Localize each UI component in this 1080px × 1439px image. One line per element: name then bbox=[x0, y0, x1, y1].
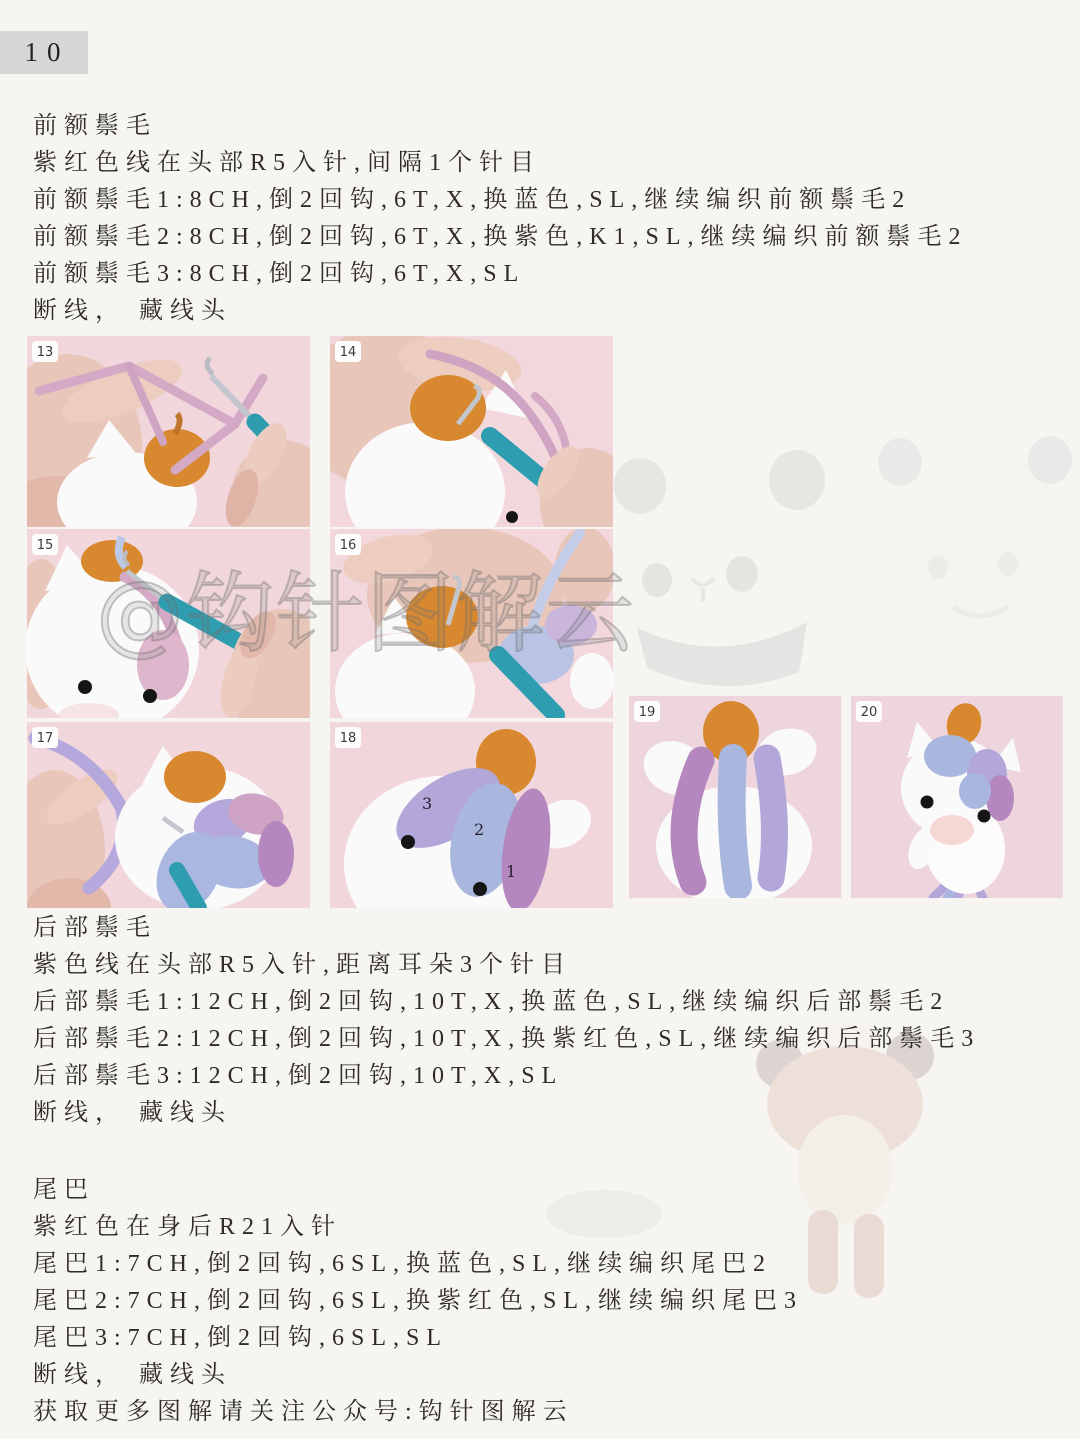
instruction-line: 后部鬃毛2:12CH,倒2回钩,10T,X,换紫红色,SL,继续编织后部鬃毛3 bbox=[33, 1026, 981, 1052]
photo-step-number: 20 bbox=[856, 701, 882, 722]
photo-step-19 bbox=[629, 696, 841, 898]
photo-step-16 bbox=[330, 529, 613, 718]
instruction-line: 紫色线在头部R5入针,距离耳朵3个针目 bbox=[33, 952, 573, 978]
instruction-line: 断线， 藏线头 bbox=[33, 1100, 232, 1126]
photo-step-20 bbox=[851, 696, 1063, 898]
footer-note: 获取更多图解请关注公众号:钩针图解云 bbox=[33, 1399, 574, 1425]
instruction-line: 前额鬃毛2:8CH,倒2回钩,6T,X,换紫色,K1,SL,继续编织前额鬃毛2 bbox=[33, 224, 968, 250]
instruction-line: 断线， 藏线头 bbox=[33, 1362, 232, 1388]
photo-step-number: 19 bbox=[634, 701, 660, 722]
ghost-alpaca-image bbox=[878, 422, 1080, 694]
photo-step-13 bbox=[27, 336, 310, 527]
photo-step-17 bbox=[27, 722, 310, 908]
instruction-line: 后部鬃毛1:12CH,倒2回钩,10T,X,换蓝色,SL,继续编织后部鬃毛2 bbox=[33, 989, 950, 1015]
instruction-line: 紫红色线在头部R5入针,间隔1个针目 bbox=[33, 150, 542, 176]
section-heading: 前额鬃毛 bbox=[33, 113, 157, 139]
photo-step-number: 14 bbox=[335, 341, 361, 362]
instruction-line: 尾巴2:7CH,倒2回钩,6SL,换紫红色,SL,继续编织尾巴3 bbox=[33, 1288, 804, 1314]
photo-step-18 bbox=[330, 722, 613, 908]
photo-step-number: 16 bbox=[335, 534, 361, 555]
photo-step-number: 13 bbox=[32, 341, 58, 362]
photo-step-number: 17 bbox=[32, 727, 58, 748]
instruction-line: 前额鬃毛1:8CH,倒2回钩,6T,X,换蓝色,SL,继续编织前额鬃毛2 bbox=[33, 187, 912, 213]
strand-label-1: 1 bbox=[506, 862, 517, 881]
instruction-line: 尾巴3:7CH,倒2回钩,6SL,SL bbox=[33, 1325, 449, 1351]
strand-label-3: 3 bbox=[422, 794, 433, 813]
instruction-line: 紫红色在身后R21入针 bbox=[33, 1214, 343, 1240]
photo-step-14 bbox=[330, 336, 613, 527]
instruction-line: 断线， 藏线头 bbox=[33, 298, 232, 324]
section-back-mane bbox=[33, 910, 980, 1132]
strand-label-2: 2 bbox=[474, 820, 485, 839]
photo-step-number: 15 bbox=[32, 534, 58, 555]
section-tail bbox=[33, 1172, 803, 1431]
instruction-line: 尾巴1:7CH,倒2回钩,6SL,换蓝色,SL,继续编织尾巴2 bbox=[33, 1251, 773, 1277]
section-heading: 后部鬃毛 bbox=[33, 915, 157, 941]
section-heading: 尾巴 bbox=[33, 1177, 95, 1203]
photo-step-15 bbox=[27, 529, 310, 718]
instruction-line: 前额鬃毛3:8CH,倒2回钩,6T,X,SL bbox=[33, 261, 526, 287]
page-number-box bbox=[0, 31, 88, 74]
section-front-mane bbox=[33, 108, 968, 330]
ghost-panda-image bbox=[612, 428, 837, 696]
instruction-line: 后部鬃毛3:12CH,倒2回钩,10T,X,SL bbox=[33, 1063, 564, 1089]
photo-step-number: 18 bbox=[335, 727, 361, 748]
page-number: 10 bbox=[24, 37, 70, 67]
